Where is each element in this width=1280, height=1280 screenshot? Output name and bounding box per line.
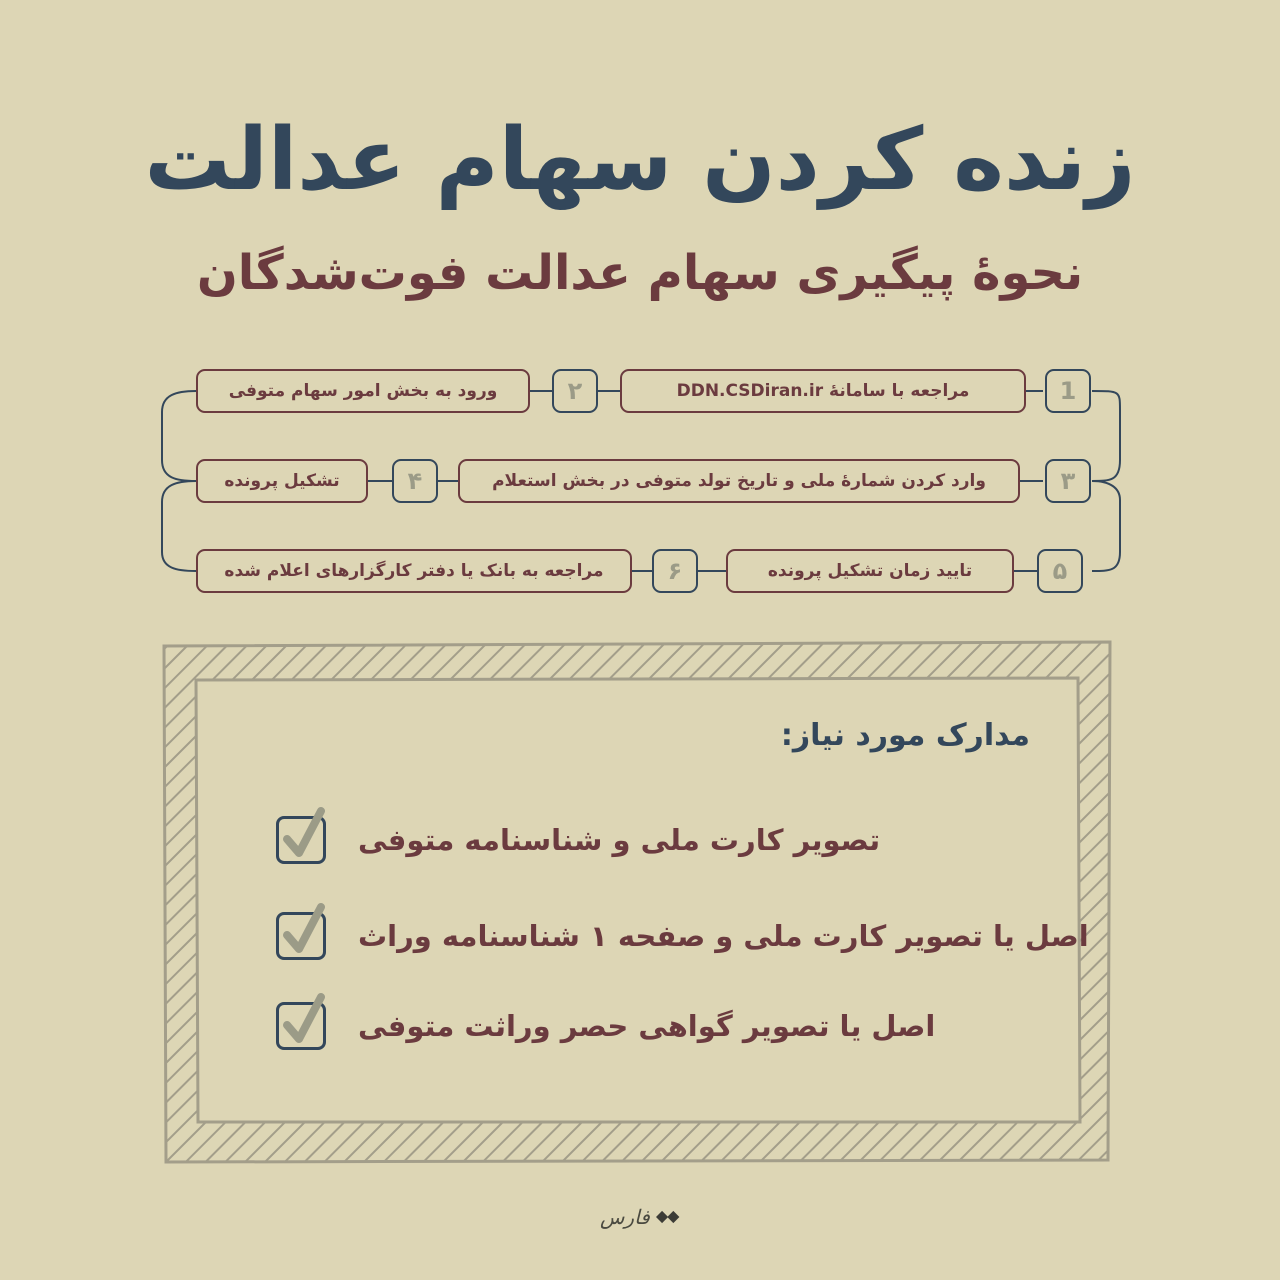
document-item-2-label: اصل یا تصویر کارت ملی و صفحه ۱ شناسنامه وراث — [358, 919, 1089, 953]
documents-title: مدارک مورد نیاز: — [780, 718, 1030, 753]
check-icon — [276, 816, 326, 864]
step-6: مراجعه به بانک یا دفتر کارگزارهای اعلام شده — [196, 549, 632, 593]
step-5-number: ۵ — [1037, 549, 1083, 593]
page-title: زنده کردن سهام عدالت — [144, 110, 1136, 210]
check-icon — [276, 1002, 326, 1050]
step-3: وارد کردن شمارهٔ ملی و تاریخ تولد متوفی در بخش استعلام — [458, 459, 1020, 503]
step-3-number: ۳ — [1045, 459, 1091, 503]
document-item-3 — [270, 998, 1030, 1054]
step-2-number: ۲ — [552, 369, 598, 413]
footer-brand — [600, 1202, 680, 1232]
step-1: مراجعه با سامانهٔ DDN.CSDiran.ir — [620, 369, 1026, 413]
document-item-1 — [270, 812, 1030, 868]
fars-logo-icon — [656, 1209, 680, 1225]
step-2: ورود به بخش امور سهام متوفی — [196, 369, 530, 413]
page-subtitle: نحوهٔ پیگیری سهام عدالت فوت‌شدگان — [196, 245, 1084, 301]
footer-brand-text: فارس — [600, 1205, 650, 1229]
step-4-number: ۴ — [392, 459, 438, 503]
document-item-2 — [270, 908, 1089, 964]
check-icon — [276, 912, 326, 960]
document-item-3-label: اصل یا تصویر گواهی حصر وراثت متوفی — [358, 1009, 936, 1043]
document-item-1-label: تصویر کارت ملی و شناسنامه متوفی — [358, 823, 881, 857]
step-5: تایید زمان تشکیل پرونده — [726, 549, 1014, 593]
step-6-number: ۶ — [652, 549, 698, 593]
step-4: تشکیل پرونده — [196, 459, 368, 503]
step-1-number: 1 — [1045, 369, 1091, 413]
